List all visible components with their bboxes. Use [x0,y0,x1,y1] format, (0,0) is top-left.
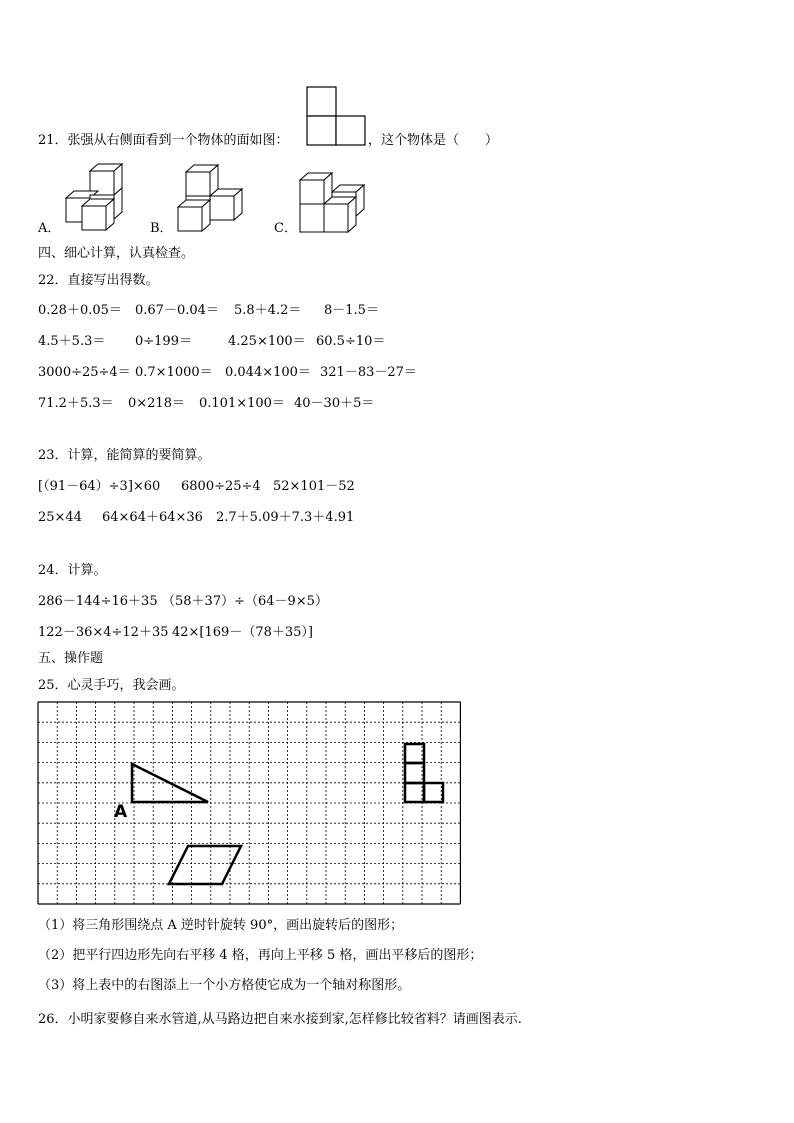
q25-task-2: （2）把平行四边形先向右平移 4 格，再向上平移 5 格，画出平移后的图形； [38,948,483,963]
q25-grid-lines [38,702,460,904]
q25-point-a-label: A [114,802,128,822]
q22-row-3-col-3: 0.044×100＝ [225,365,311,380]
q22-row-2-col-1: 4.5＋5.3＝ [38,334,106,349]
q25-task-3: （3）将上表中的右图添上一个小方格使它成为一个轴对称图形。 [38,978,411,993]
q22-row-2-col-3: 4.25×100＝ [228,334,306,349]
q22-title: 22．直接写出得数。 [38,273,159,288]
q22-row-1-col-1: 0.28＋0.05＝ [38,303,122,318]
q26-text: 26．小明家要修自来水管道,从马路边把自来水接到家,怎样修比较省料？请画图表示. [38,1012,522,1027]
q23-row-2-col-1: 25×44 [38,510,82,525]
q22-row-3-col-1: 3000÷25÷4＝ [38,365,131,380]
q23-title: 23．计算，能简算的要简算。 [38,448,211,463]
q24-row-1-col-1: 286－144÷16＋35 [38,594,158,609]
q21-option-b-figure [174,164,244,234]
q21-option-a-figure [62,163,126,233]
q22-row-3-col-2: 0.7×1000＝ [135,365,213,380]
section-4-heading: 四、细心计算，认真检查。 [38,246,195,261]
q21-option-c-label: C． [274,221,297,236]
q21-prompt: 21．张强从右侧面看到一个物体的面如图： [38,133,289,148]
q21-side-view-figure [306,86,368,146]
q21-option-c-figure [298,172,370,234]
q24-row-2-col-1: 122－36×4÷12＋35 [38,625,169,640]
q22-row-1-col-2: 0.67－0.04＝ [135,303,219,318]
q25-grid-figure [36,700,466,910]
q21-text [38,133,289,149]
q22-row-4-col-1: 71.2＋5.3＝ [38,396,114,411]
q23-row-1-col-1: [（91－64）÷3]×60 [38,479,161,494]
q22-row-4-col-2: 0×218＝ [128,396,185,411]
section-5-heading: 五、操作题 [38,651,104,666]
q22-row-4-col-4: 40－30＋5＝ [294,396,375,411]
q22-row-4-col-3: 0.101×100＝ [199,396,285,411]
q24-row-2-col-2: 42×[169－（78＋35）] [172,625,313,640]
q25-title: 25．心灵手巧，我会画。 [38,678,185,693]
q23-row-1-col-3: 52×101－52 [273,479,355,494]
q23-row-2-col-3: 2.7＋5.09＋7.3＋4.91 [216,510,355,525]
q22-row-2-col-2: 0÷199＝ [135,334,192,349]
q24-row-1-col-2: （58＋37）÷（64－9×5） [162,594,328,609]
q24-title: 24．计算。 [38,563,107,578]
q22-row-3-col-4: 321－83－27＝ [320,365,417,380]
q25-right-figure [405,744,443,802]
q22-row-1-col-3: 5.8＋4.2＝ [234,303,302,318]
q25-task-1: （1）将三角形围绕点 A 逆时针旋转 90°，画出旋转后的图形； [38,918,404,933]
q23-row-2-col-2: 64×64＋64×36 [102,510,203,525]
q22-row-1-col-4: 8－1.5＝ [324,303,379,318]
q21-option-a-label: A． [38,221,61,236]
q21-suffix: ，这个物体是（ ） [368,133,499,148]
q23-row-1-col-2: 6800÷25÷4 [181,479,261,494]
q22-row-2-col-4: 60.5÷10＝ [316,334,386,349]
q21-option-b-label: B． [150,221,173,236]
